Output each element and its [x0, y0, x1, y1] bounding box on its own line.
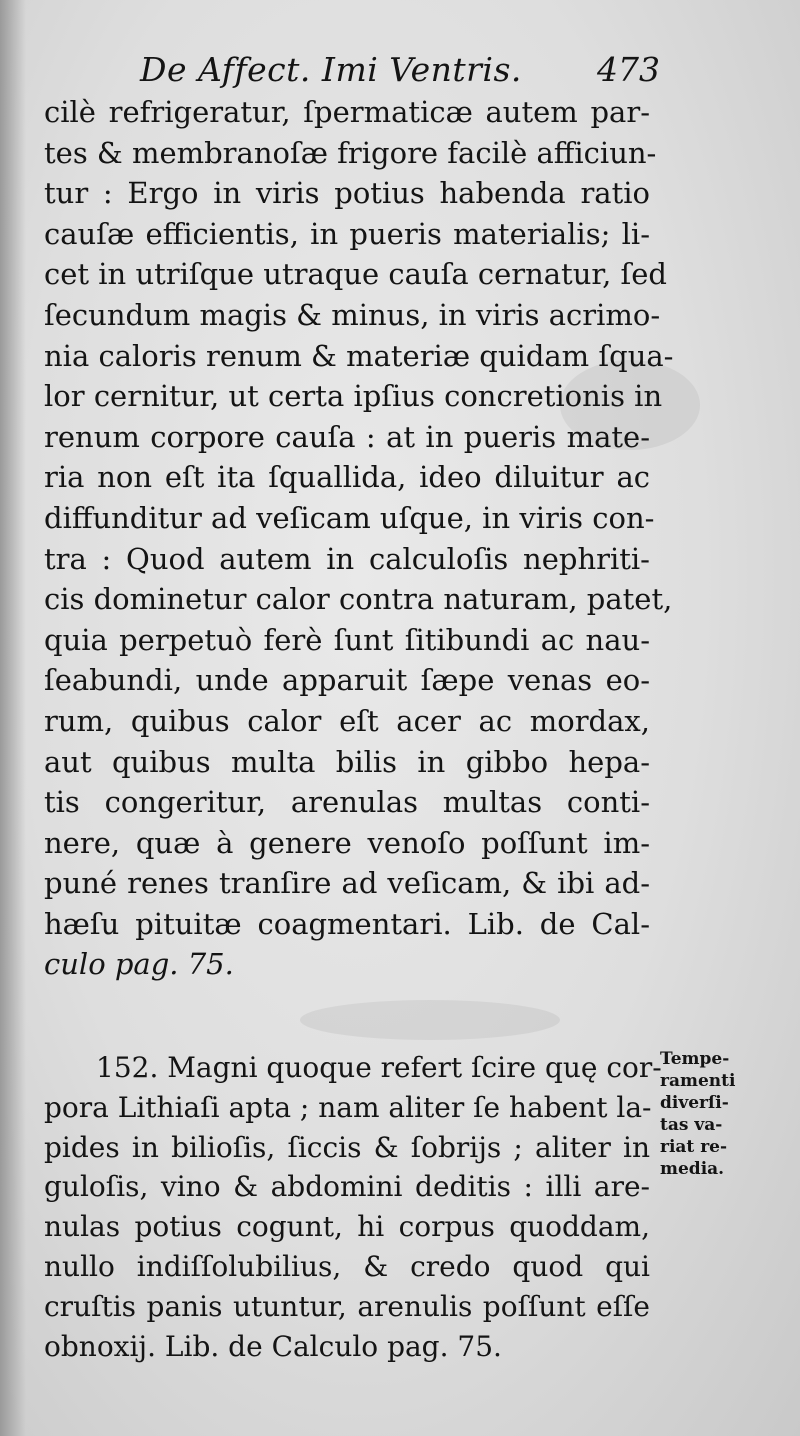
page-number: 473 [597, 50, 660, 89]
margin-note [660, 1048, 780, 1180]
margin-note-line: media. [660, 1159, 725, 1179]
text-line: ſeabundi, unde apparuit ſæpe venas eo- [44, 663, 650, 698]
bleed-through-stain [300, 1000, 560, 1040]
text-line: puné renes tranſire ad veſicam, & ibi ad- [44, 866, 650, 901]
margin-note-line: riat re- [660, 1137, 728, 1157]
running-head [140, 50, 660, 90]
text-line: pides in bilioſis, ſiccis & ſobrijs ; aliter in [44, 1130, 650, 1164]
text-line: nullo indiſſolubilius, & credo quod qui [44, 1249, 650, 1283]
text-line: tis congeritur, arenulas multas conti- [44, 785, 650, 820]
margin-note-line: Tempe- [660, 1049, 730, 1069]
citation-line: culo pag. 75. [44, 947, 234, 982]
margin-note-line: diverſi- [660, 1093, 729, 1113]
text-line: cauſæ efficientis, in pueris materialis; li- [44, 216, 650, 251]
text-line: 152. Magni quoque refert ſcire quę cor- [96, 1051, 662, 1084]
text-line: nia caloris renum & materiæ quidam ſqua- [44, 338, 674, 373]
text-line: renum corpore cauſa : at in pueris mate- [44, 419, 650, 454]
paragraph-1 [44, 92, 674, 985]
margin-note-line: tas va- [660, 1115, 723, 1135]
gutter-shadow [0, 0, 26, 1436]
text-line: pora Lithiaſi apta ; nam aliter ſe habent la- [44, 1090, 652, 1124]
text-line: cis dominetur calor contra naturam, patet, [44, 582, 673, 617]
text-line: diffunditur ad veſicam uſque, in viris con- [44, 500, 655, 535]
text-line: tes & membranoſæ frigore facilè afficiun- [44, 135, 657, 170]
text-line: nere, quæ à genere venoſo poſſunt im- [44, 825, 650, 860]
text-line: cet in utriſque utraque cauſa cernatur, ſed [44, 257, 667, 292]
text-line: quia perpetuò ferè ſunt ſitibundi ac nau- [44, 622, 650, 657]
text-line: tur : Ergo in viris potius habenda ratio [44, 176, 650, 211]
text-line: cilè refrigeratur, ſpermaticæ autem par- [44, 95, 650, 129]
text-line: nulas potius cogunt, hi corpus quoddam, [44, 1210, 650, 1244]
text-line: aut quibus multa bilis in gibbo hepa- [44, 744, 650, 779]
text-line: guloſis, vino & abdomini deditis : illi are- [44, 1170, 650, 1204]
margin-note-line: ramenti [660, 1071, 736, 1091]
text-line: rum, quibus calor eſt acer ac mordax, [44, 703, 650, 738]
text-line: cruſtis panis utuntur, arenulis poſſunt eſſe [44, 1289, 650, 1323]
text-line: ſecundum magis & minus, in viris acrimo- [44, 297, 661, 332]
running-head-title: De Affect. Imi Ventris. [140, 50, 522, 89]
text-line: tra : Quod autem in calculoſis nephriti- [44, 541, 650, 576]
text-line: obnoxij. Lib. de Calculo pag. 75. [44, 1329, 502, 1363]
text-line: ria non eſt ita ſquallida, ideo diluitur ac [44, 460, 650, 495]
paragraph-2 [44, 1048, 662, 1366]
text-line: hæſu pituitæ coagmentari. Lib. de Cal- [44, 906, 650, 941]
text-line: lor cernitur, ut certa ipſius concretionis in [44, 379, 663, 414]
